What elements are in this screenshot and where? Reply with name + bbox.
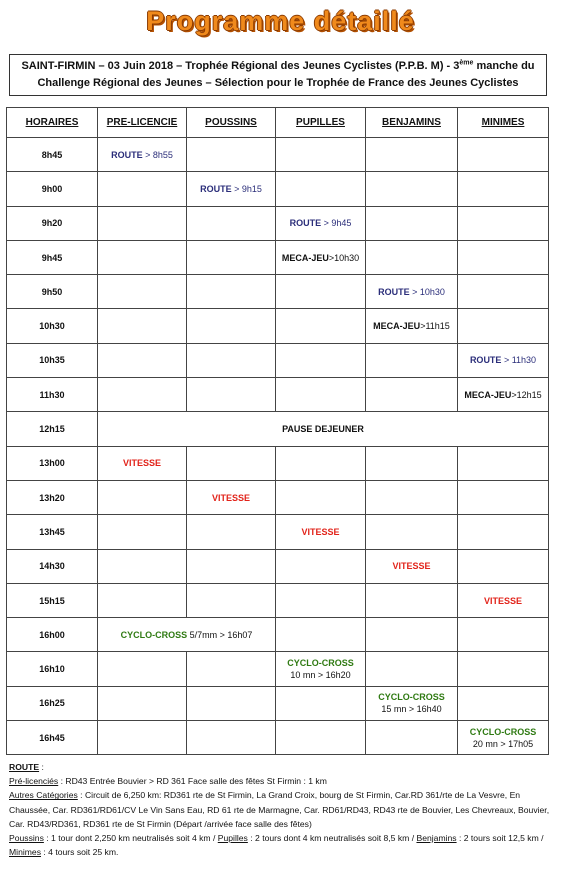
time-cell: 16h25 [7,686,98,720]
empty-cell [98,172,187,206]
empty-cell [187,652,276,686]
page-title: Programme détaillé [146,6,415,36]
empty-cell [276,309,366,343]
time-cell: 9h50 [7,275,98,309]
event-name: VITESSE [392,561,431,572]
empty-cell [366,343,458,377]
empty-cell [366,652,458,686]
time-cell: 15h15 [7,583,98,617]
empty-cell [98,515,187,549]
empty-cell [458,618,549,652]
empty-cell [276,343,366,377]
empty-cell [187,343,276,377]
event-detail: >11h15 [420,321,450,332]
prelicencies-note: Pré-licenciés : RD43 Entrée Bouvier > RD 361 Face salle des fêtes St Firmin : 1 km [9,776,327,787]
column-header: PUPILLES [276,108,366,138]
empty-cell [366,583,458,617]
empty-cell [458,206,549,240]
schedule-row [7,378,549,412]
empty-cell [276,686,366,720]
empty-cell [366,480,458,514]
event-name: CYCLO-CROSS [378,692,445,703]
event-header-line1: SAINT-FIRMIN – 03 Juin 2018 – Trophée Régional des Jeunes Cyclistes (P.P.B. M) - 3ème manche du [21,59,535,72]
event-detail: > 10h30 [409,286,445,297]
event-name: ROUTE [289,218,322,229]
time-cell: 9h20 [7,206,98,240]
event-cell [98,446,187,480]
event-detail: 15 mn > 16h40 [381,704,442,715]
event-name: VITESSE [483,595,522,606]
time-cell: 8h45 [7,138,98,172]
time-cell: 13h45 [7,515,98,549]
time-cell: 16h00 [7,618,98,652]
route-notes-title: ROUTE : [9,762,44,772]
empty-cell [276,138,366,172]
event-detail: 20 mn > 17h05 [472,738,534,749]
event-cell [366,549,458,583]
time-cell: 9h45 [7,240,98,274]
empty-cell [366,515,458,549]
empty-cell [98,583,187,617]
empty-cell [366,240,458,274]
event-name: VITESSE [211,492,250,503]
empty-cell [366,172,458,206]
event-cell [366,275,458,309]
empty-cell [98,652,187,686]
schedule-row [7,618,549,652]
event-cell [98,138,187,172]
empty-cell [276,378,366,412]
event-detail: > 9h45 [321,218,352,229]
event-detail: >12h15 [511,389,542,400]
schedule-row [7,652,549,686]
schedule-row [7,721,549,755]
schedule-row [7,549,549,583]
event-cell [458,721,549,755]
empty-cell [187,378,276,412]
schedule-table [6,107,549,755]
empty-cell [187,138,276,172]
empty-cell [187,515,276,549]
column-header: MINIMES [458,108,549,138]
empty-cell [276,583,366,617]
empty-cell [458,686,549,720]
route-notes [9,760,554,859]
schedule-row [7,686,549,720]
event-cell [276,206,366,240]
empty-cell [276,618,366,652]
empty-cell [458,652,549,686]
time-cell: 16h45 [7,721,98,755]
event-name: VITESSE [301,526,340,537]
schedule-row [7,480,549,514]
event-name: MECA-JEU [281,252,329,263]
empty-cell [458,480,549,514]
empty-cell [276,446,366,480]
event-cell [366,686,458,720]
event-cell [187,172,276,206]
empty-cell [366,138,458,172]
empty-cell [98,480,187,514]
event-detail: 5/7mm > 16h07 [187,629,253,640]
event-detail: > 8h55 [142,149,173,160]
empty-cell [98,721,187,755]
empty-cell [276,480,366,514]
pause-cell: PAUSE DEJEUNER [98,412,549,446]
schedule-body [7,138,549,755]
column-header: BENJAMINS [366,108,458,138]
schedule-row [7,138,549,172]
distances-note: Poussins : 1 tour dont 2,250 km neutralisés soit 4 km / Pupilles : 2 tours dont 4 km neutralisés soit 8,5 km / Benjamins : 2 tours soit 12,5 km / Minimes : 4 tours soit 25 km. [9,833,544,858]
empty-cell [366,721,458,755]
time-cell: 10h35 [7,343,98,377]
empty-cell [458,172,549,206]
empty-cell [276,172,366,206]
empty-cell [98,240,187,274]
empty-cell [276,549,366,583]
time-cell: 13h00 [7,446,98,480]
schedule-row [7,309,549,343]
empty-cell [98,686,187,720]
schedule-row [7,446,549,480]
empty-cell [458,309,549,343]
empty-cell [98,343,187,377]
empty-cell [366,618,458,652]
event-cell [276,515,366,549]
empty-cell [366,378,458,412]
empty-cell [276,275,366,309]
empty-cell [98,549,187,583]
empty-cell [98,309,187,343]
time-cell: 13h20 [7,480,98,514]
event-detail: >10h30 [328,252,360,263]
time-cell: 16h10 [7,652,98,686]
empty-cell [187,549,276,583]
schedule-row [7,275,549,309]
event-cell [458,583,549,617]
event-header [9,54,547,96]
event-name: MECA-JEU [373,321,421,332]
empty-cell [458,549,549,583]
event-detail: 10 mn > 16h20 [290,670,351,681]
empty-cell [187,686,276,720]
empty-cell [366,206,458,240]
time-cell: 12h15 [7,412,98,446]
event-header-line2: Challenge Régional des Jeunes – Sélection pour le Trophée de France des Jeunes Cyclistes [37,77,519,89]
event-name: ROUTE [200,183,232,194]
schedule-row [7,412,549,446]
schedule-row [7,515,549,549]
event-cell [276,240,366,274]
schedule-header-row [7,108,549,138]
time-cell: 10h30 [7,309,98,343]
event-name: CYCLO-CROSS [469,726,537,737]
column-header: HORAIRES [7,108,98,138]
schedule-row [7,206,549,240]
schedule-row [7,172,549,206]
empty-cell [187,240,276,274]
empty-cell [98,206,187,240]
time-cell: 9h00 [7,172,98,206]
empty-cell [276,721,366,755]
event-cell [98,618,276,652]
empty-cell [187,309,276,343]
event-name: ROUTE [469,355,502,366]
empty-cell [98,275,187,309]
event-name: ROUTE [111,149,143,160]
event-detail: > 11h30 [501,355,537,366]
empty-cell [187,721,276,755]
schedule-row [7,583,549,617]
column-header: POUSSINS [187,108,276,138]
event-name: CYCLO-CROSS [120,629,188,640]
time-cell: 14h30 [7,549,98,583]
empty-cell [98,378,187,412]
empty-cell [187,446,276,480]
event-cell [458,378,549,412]
event-name: ROUTE [378,286,410,297]
schedule-row [7,343,549,377]
empty-cell [458,275,549,309]
time-cell: 11h30 [7,378,98,412]
column-header: PRE-LICENCIE [98,108,187,138]
empty-cell [187,206,276,240]
empty-cell [366,446,458,480]
event-name: VITESSE [122,458,161,469]
event-name: CYCLO-CROSS [287,658,354,669]
autres-categories-note: Autres Catégories : Circuit de 6,250 km: RD361 rte de St Firmin, La Grand Croix, bourg de St Firmin, Car.RD 361/rte de La Vesvre, En Chaussée, Car. RD361/RD61/CV Le Vin Sans Eau, RD 61 rte de Marmagne, Car. RD61/RD43, RD43 rte de Bouvier, Les Chevreaux, Bouvier, Car. RD43/RD361, RD361 rte de St Firmin (Départ /arrivée face salle des fêtes) [9,790,550,829]
event-cell [187,480,276,514]
event-detail: > 9h15 [231,183,262,194]
empty-cell [458,446,549,480]
empty-cell [458,138,549,172]
empty-cell [458,515,549,549]
event-cell [458,343,549,377]
event-name: MECA-JEU [464,389,512,400]
event-cell [366,309,458,343]
empty-cell [187,583,276,617]
empty-cell [458,240,549,274]
event-cell [276,652,366,686]
schedule-row [7,240,549,274]
empty-cell [187,275,276,309]
